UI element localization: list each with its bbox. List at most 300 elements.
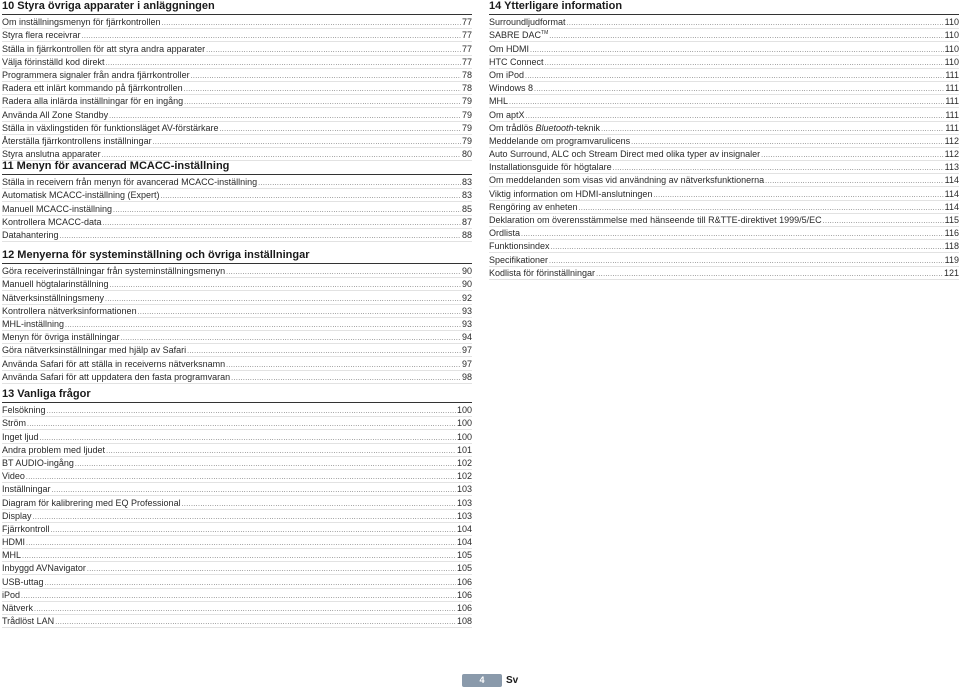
dot-leader [509,98,944,107]
toc-entry-page-number: 97 [461,345,472,356]
toc-entry-page-number: 100 [456,405,472,416]
dot-leader [121,334,461,343]
dot-leader [551,243,944,252]
toc-entry-label [2,498,181,509]
dot-leader [60,232,461,241]
dot-leader [26,539,456,548]
toc-entry-page-number: 114 [944,201,959,212]
toc-entry-title: Göra receiverinställningar från systeminställningsmenyn [2,266,226,277]
toc-entry-label [2,306,137,317]
toc-entry-page-number: 93 [461,305,472,316]
toc-entry[interactable] [2,510,472,523]
toc-entry-page-number: 90 [461,266,472,277]
toc-entry-title: Om meddelanden som visas vid användning av nätverksfunktionerna [489,175,765,186]
toc-entry-title: Om iPod [489,69,525,80]
toc-entry-title: Inget ljud [2,431,39,442]
toc-entry-label [2,537,25,548]
dot-leader [631,138,944,147]
toc-entry[interactable] [2,305,472,318]
toc-entry-title: Meddelande om programvarulicens [489,135,631,146]
section-heading: 12 Menyerna för systeminställning och övriga inställningar [2,249,472,264]
toc-entry-title: Deklaration om överensstämmelse med hänseende till R&TTE-direktivet 1999/5/EC [489,215,822,225]
toc-entry-title: HDMI [2,537,25,548]
dot-leader [82,32,461,41]
toc-entry-page-number: 105 [456,550,472,561]
toc-entry[interactable] [489,267,959,280]
toc-entry-page-number: 105 [456,563,472,574]
toc-entry[interactable] [2,575,472,588]
toc-entry-page-number: 103 [456,497,472,508]
toc-entry-page-number: 115 [944,215,959,225]
toc-entry-label [489,96,508,107]
toc-entry-label [489,110,525,121]
toc-entry-title: Auto Surround, ALC och Stream Direct med olika typer av insignaler [489,149,761,160]
toc-entry-title: MHL [489,96,509,107]
dot-leader [109,112,461,121]
dot-leader [579,204,944,213]
dot-leader [601,125,944,134]
dot-leader [103,219,461,228]
toc-entry-title: Nätverksinställningsmeny [2,292,105,303]
toc-entry[interactable] [2,42,472,55]
toc-entry[interactable] [2,523,472,536]
toc-entry-page-number: 80 [461,149,472,160]
toc-entry-label [2,279,109,290]
toc-entry-label [489,123,600,134]
toc-entry-label [2,432,39,443]
dot-leader [184,98,461,107]
toc-entries [2,16,472,161]
toc-entry[interactable] [2,470,472,483]
toc-entry[interactable] [489,214,959,227]
toc-entry-title: Funktionsindex [489,241,550,252]
toc-entry-label [2,471,25,482]
toc-entry-label [2,136,152,147]
toc-entry-label [2,230,59,241]
toc-entry-page-number: 87 [461,216,472,227]
toc-entry-title: Specifikationer [489,254,549,265]
toc-entry-page-number: 114 [944,175,959,186]
toc-entry-title: Om trådlös [489,122,536,133]
toc-entries [489,16,959,280]
toc-entry-label [2,204,112,215]
toc-entry-title: Kodlista för förinställningar [489,267,596,278]
toc-section-12 [2,249,472,384]
toc-entry[interactable] [2,496,472,509]
toc-entry-title: Windows 8 [489,83,534,94]
dot-leader [55,618,456,627]
dot-leader [21,592,456,601]
dot-leader [530,46,944,55]
toc-entry-label [489,70,524,81]
toc-entry[interactable] [2,404,472,417]
toc-entry-page-number: 112 [944,149,959,160]
toc-entry-italic: Bluetooth [535,122,574,133]
toc-entry[interactable] [2,265,472,278]
toc-entry-title: Felsökning [2,405,46,416]
toc-entry-title: Video [2,471,25,482]
toc-entry-label [2,83,183,94]
toc-entry-page-number: 110 [944,17,959,28]
toc-entry-page-number: 106 [456,603,472,613]
toc-entry[interactable] [2,122,472,135]
toc-entry-label [489,30,548,41]
page-footer [462,674,518,687]
dot-leader [51,526,456,535]
toc-entry-label [2,603,33,614]
dot-leader [549,32,943,41]
toc-entry-page-number: 97 [461,358,472,369]
toc-entry-page-number: 78 [461,83,472,94]
toc-entry[interactable] [2,430,472,443]
toc-entry[interactable] [489,201,959,214]
dot-leader [65,321,461,330]
toc-entry-label [2,44,205,55]
toc-entry-label [2,563,86,574]
toc-entry-page-number: 111 [945,122,959,133]
toc-entry-suffix: -teknik [573,122,601,133]
toc-entry-title: SABRE DAC [489,30,542,41]
toc-entry-title: Om aptX [489,109,525,120]
toc-entry-label [489,215,822,226]
toc-entry-page-number: 77 [461,43,472,54]
toc-entry-title: Välja förinställd kod direkt [2,56,105,67]
toc-entry-label [2,418,26,429]
dot-leader [161,192,461,201]
dot-leader [258,179,461,188]
toc-entry-label [2,96,183,107]
toc-entry-title: Göra nätverksinställningar med hjälp av Safari [2,345,187,356]
toc-entry[interactable] [2,69,472,82]
toc-entry-title: Display [2,510,32,521]
toc-entry-title: Surroundljudformat [489,17,566,28]
dot-leader [567,19,944,28]
toc-entry[interactable] [2,202,472,215]
toc-entry-page-number: 100 [456,431,472,442]
toc-entry[interactable] [2,344,472,357]
toc-entry-label [2,123,218,134]
toc-entry-title: Radera alla inlärda inställningar för en ingång [2,96,184,107]
toc-entry-label [2,293,104,304]
toc-entry-label [2,458,74,469]
toc-entry-label [2,524,50,535]
dot-leader [27,420,456,429]
toc-entry-label [489,83,533,94]
toc-entry-page-number: 93 [461,318,472,329]
toc-entry[interactable] [2,589,472,602]
toc-entry[interactable] [489,187,959,200]
toc-entry-title: MHL [2,550,22,561]
toc-entry-page-number: 90 [461,279,472,290]
toc-entry[interactable] [2,82,472,95]
dot-leader [191,72,461,81]
toc-entry-title: Fjärrkontroll [2,523,50,534]
toc-entry[interactable] [2,417,472,430]
toc-entry-page-number: 103 [456,484,472,495]
toc-entry[interactable] [2,176,472,189]
toc-entry-label [489,189,652,200]
toc-entry-page-number: 77 [461,56,472,67]
toc-entry-label [489,255,548,266]
toc-entry-page-number: 111 [945,69,959,80]
toc-entry-label [2,550,21,561]
toc-entry-title: Programmera signaler från andra fjärrkontroller [2,69,190,80]
toc-entry-page-number: 119 [944,254,959,265]
toc-entry-title: Installationsguide för högtalare [489,162,612,173]
dot-leader [87,565,456,574]
toc-entry[interactable] [489,240,959,253]
toc-entry[interactable] [489,29,959,42]
toc-entry[interactable] [489,135,959,148]
toc-entry-title: Om HDMI [489,43,529,54]
dot-leader [47,407,456,416]
toc-entry[interactable] [2,602,472,615]
toc-entry[interactable] [489,69,959,82]
toc-entry[interactable] [489,16,959,29]
toc-entry[interactable] [2,216,472,229]
toc-entry[interactable] [2,549,472,562]
toc-entry-page-number: 111 [945,96,959,107]
toc-entry-label [2,57,105,68]
toc-entries [2,176,472,242]
toc-entry-label [489,162,612,173]
dot-leader [231,374,461,383]
dot-leader [52,486,456,495]
toc-entry-page-number: 103 [456,510,472,521]
dot-leader [105,295,461,304]
toc-entry-page-number: 112 [944,135,959,146]
dot-leader [106,447,456,456]
toc-entries [2,404,472,628]
dot-leader [823,217,944,226]
dot-leader [761,151,944,160]
toc-entry[interactable] [489,82,959,95]
toc-entry-label [2,319,64,330]
toc-entry-label [2,359,225,370]
toc-entry-page-number: 88 [461,229,472,240]
dot-leader [226,268,461,277]
toc-entry[interactable] [489,161,959,174]
toc-entry-page-number: 110 [944,30,959,41]
toc-entry-page-number: 113 [944,162,959,173]
toc-entry-page-number: 79 [461,122,472,133]
toc-entry-page-number: 116 [944,228,959,239]
dot-leader [534,85,944,94]
toc-entry-page-number: 106 [456,589,472,600]
toc-entry[interactable] [2,108,472,121]
toc-entry-page-number: 110 [944,56,959,67]
toc-entry-label [2,484,51,495]
toc-entry-title: Manuell högtalarinställning [2,279,109,290]
toc-entry[interactable] [2,318,472,331]
toc-entry-title: Styra anslutna apparater [2,149,101,160]
toc-entry-label [2,110,108,121]
toc-entry-page-number: 92 [461,292,472,303]
dot-leader [102,151,461,160]
toc-entry-title: HTC Connect [489,56,544,67]
dot-leader [153,138,461,147]
dot-leader [521,230,944,239]
toc-entry-title: Andra problem med ljudet [2,444,106,455]
toc-entry-label [2,217,102,228]
toc-entry-page-number: 102 [456,457,472,468]
toc-entry-label [489,228,520,239]
toc-entry[interactable] [489,108,959,121]
dot-leader [182,500,456,509]
page-number-badge: 4 [462,674,502,687]
toc-entry-label [2,332,120,343]
toc-entry-page-number: 83 [461,190,472,201]
toc-section-13 [2,388,472,628]
toc-entry[interactable] [489,56,959,69]
dot-leader [22,552,456,561]
toc-entry-page-number: 79 [461,135,472,146]
toc-entry-title: Viktig information om HDMI-anslutningen [489,188,653,199]
toc-entry[interactable] [489,253,959,266]
toc-entry-label [2,70,190,81]
dot-leader [219,125,461,134]
toc-entry-title: Trådlöst LAN [2,616,55,627]
toc-entry-label [489,57,544,68]
toc-entry-title: Använda Safari för att uppdatera den fasta programvaran [2,371,231,382]
toc-entry[interactable] [489,42,959,55]
toc-entry-label [2,577,44,588]
toc-entry[interactable] [2,615,472,628]
toc-entry[interactable] [2,536,472,549]
toc-entry-title: Radera ett inlärt kommando på fjärrkontrollen [2,83,183,94]
toc-entry-label [489,44,529,55]
toc-entry[interactable] [2,229,472,242]
toc-entry[interactable] [2,278,472,291]
toc-entry-title: Ordlista [489,228,521,239]
toc-entry[interactable] [2,444,472,457]
toc-entry[interactable] [2,457,472,470]
language-code: Sv [506,675,519,686]
toc-entry[interactable] [2,16,472,29]
toc-entry-label [2,616,54,627]
toc-entry-page-number: 79 [461,109,472,120]
dot-leader [613,164,944,173]
dot-leader [40,434,456,443]
toc-entry-title: Datahantering [2,229,59,240]
toc-entry-label [489,149,760,160]
toc-entry-page-number: 78 [461,69,472,80]
toc-entry[interactable] [2,371,472,384]
toc-entry-title: Diagram för kalibrering med EQ Professional [2,497,181,508]
dot-leader [26,473,456,482]
toc-entry-page-number: 114 [944,188,959,199]
toc-entry[interactable] [489,148,959,161]
dot-leader [765,177,943,186]
dot-leader [162,19,461,28]
toc-entry[interactable] [2,135,472,148]
toc-entry-label [2,30,81,41]
dot-leader [113,206,461,215]
dot-leader [525,72,944,81]
toc-entry-label [2,372,230,383]
toc-entry-label [2,345,186,356]
toc-entry-page-number: 77 [461,17,472,28]
toc-entry-title: Menyn för övriga inställningar [2,332,120,343]
toc-entry-label [489,175,764,186]
toc-entry-title: Ställa in receivern från menyn för avancerad MCACC-inställning [2,177,258,188]
toc-entry-title: Använda All Zone Standby [2,109,109,120]
toc-entry-title: Manuell MCACC-inställning [2,203,113,214]
toc-entry[interactable] [2,562,472,575]
toc-entry[interactable] [2,56,472,69]
toc-entry-label [489,17,566,28]
toc-entry-title: Nätverk [2,603,34,613]
toc-entry-label [2,190,160,201]
toc-entry-page-number: 100 [456,418,472,429]
toc-entry-page-number: 83 [461,177,472,188]
dot-leader [33,513,456,522]
dot-leader [653,191,943,200]
toc-entry-label [489,268,595,279]
toc-entry-title: Inställningar [2,484,51,495]
toc-entry-label [2,149,101,160]
toc-entry[interactable] [2,357,472,370]
toc-entry-title: iPod [2,589,21,600]
toc-entry-page-number: 104 [456,537,472,548]
section-heading: 10 Styra övriga apparater i anläggningen [2,0,472,15]
toc-entry-title: Kontrollera nätverksinformationen [2,305,137,316]
toc-entry-title: Rengöring av enheten [489,201,578,212]
toc-entry-superscript: TM [541,30,549,37]
toc-entry[interactable] [2,291,472,304]
toc-entry-label [2,405,46,416]
toc-entry[interactable] [489,122,959,135]
toc-entry[interactable] [489,227,959,240]
section-heading: 11 Menyn för avancerad MCACC-inställning [2,160,472,175]
toc-entry[interactable] [2,29,472,42]
dot-leader [106,59,461,68]
toc-section-10 [2,0,472,161]
toc-entry[interactable] [489,174,959,187]
toc-entry[interactable] [2,483,472,496]
toc-entry-title: Kontrollera MCACC-data [2,216,102,227]
toc-entry-title: BT AUDIO-ingång [2,457,74,468]
toc-entry-page-number: 101 [456,444,472,455]
toc-entry-label [489,136,630,147]
toc-entry-label [489,241,550,252]
toc-entry-page-number: 104 [456,523,472,534]
toc-entry-title: Ställa in fjärrkontrollen för att styra andra apparater [2,43,206,54]
dot-leader [549,257,944,266]
toc-entry-page-number: 98 [461,371,472,382]
toc-entry[interactable] [2,189,472,202]
toc-entry-title: Om inställningsmenyn för fjärrkontrollen [2,17,161,28]
toc-entry-label [2,445,105,456]
dot-leader [75,460,456,469]
toc-entry-label [2,266,225,277]
toc-entry-title: Styra flera receivrar [2,30,81,41]
toc-entry[interactable] [2,95,472,108]
toc-entry[interactable] [2,331,472,344]
dot-leader [34,605,456,614]
dot-leader [226,361,461,370]
toc-entry-title: Ström [2,418,27,429]
toc-entry[interactable] [489,95,959,108]
toc-entry-title: Återställa fjärrkontrollens inställningar [2,135,152,146]
dot-leader [596,270,943,279]
dot-leader [187,347,461,356]
section-heading: 13 Vanliga frågor [2,388,472,403]
toc-entry-page-number: 85 [461,203,472,214]
dot-leader [184,85,461,94]
toc-entry-label [2,17,161,28]
toc-entry-label [2,511,32,522]
